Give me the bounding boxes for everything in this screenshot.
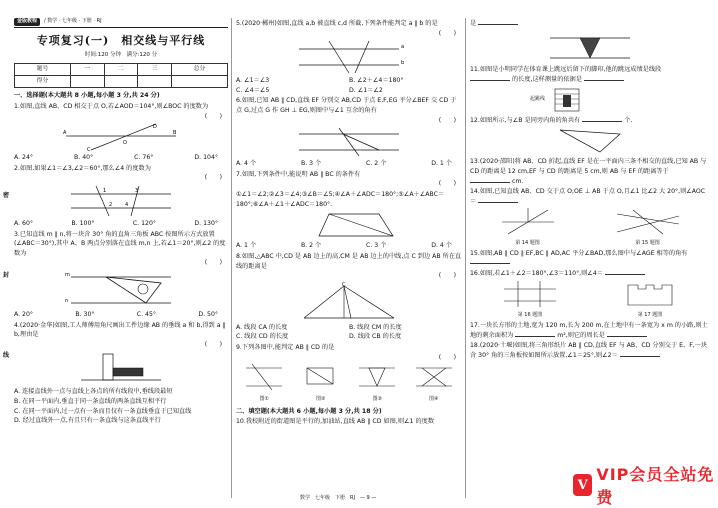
margin-char-feng: 封	[3, 272, 10, 279]
svg-text:O: O	[123, 140, 127, 147]
options-q1	[14, 153, 228, 163]
answer-blank[interactable]	[605, 269, 645, 275]
svg-text:4: 4	[125, 201, 129, 208]
figure-caption: 图④	[429, 395, 439, 402]
vip-watermark[interactable]	[573, 465, 715, 507]
option[interactable]: D. 130°	[194, 219, 218, 227]
question-text: cm.	[511, 177, 524, 185]
option[interactable]: A. 1 个	[236, 242, 257, 250]
svg-text:1: 1	[103, 187, 107, 194]
score-cell: 三	[138, 64, 172, 76]
answer-blank[interactable]	[584, 75, 624, 81]
option[interactable]: A. ∠1＝∠3	[236, 77, 270, 85]
question-text: m²,则它的周长是	[557, 331, 605, 339]
answer-paren: ( )	[438, 29, 456, 37]
question-text: 的长度,这样测量的依据是	[511, 76, 582, 84]
figure-q17	[620, 279, 680, 320]
question-7-conditions: ①∠1＝∠2;②∠3＝∠4;③∠B＝∠5;④∠A＋∠ADC＝180°;⑤∠A＋∠ABC＝180°;⑥∠A＋∠1＋∠ADC＝180°.	[236, 191, 445, 208]
series-pill: 金版教程	[14, 18, 40, 26]
option[interactable]: D. 50°	[198, 311, 218, 319]
svg-text:C: C	[342, 281, 346, 288]
figure-q3	[61, 269, 181, 309]
figures-q16-q17	[470, 279, 710, 320]
option[interactable]: B. 2 个	[300, 242, 322, 250]
figure-q9-4	[412, 362, 456, 403]
question-10-tail	[470, 19, 710, 29]
figure-q14	[498, 206, 558, 247]
answer-blank[interactable]	[582, 116, 622, 122]
answer-paren: ( )	[204, 174, 222, 182]
option[interactable]: D. 1 个	[431, 160, 452, 168]
score-cell: 二	[104, 64, 138, 76]
figures-q14-q15	[470, 206, 710, 247]
figure-q5	[289, 39, 409, 75]
question-1: 1.如图,直线 AB、CD 相交于点 O,若∠AOD＝104°,则∠BOC 的度数为	[14, 102, 209, 110]
options-q2	[14, 219, 228, 229]
answer-paren: ( )	[438, 353, 456, 361]
options-q8	[236, 323, 462, 342]
option[interactable]: D. 4 个	[431, 242, 452, 250]
question-3: 3.已知直线 m ∥ n,将一块含 30° 角的直角三角板 ABC 按图所示方式放置(∠ABC＝30°),其中 A、B 两点分别落在直线 m,n 上,若∠1＝20°,则∠2 的度数为	[14, 230, 226, 257]
question-2: 2.如图,如果∠1＝∠3,∠2＝60°,那么∠4 的度数为	[14, 164, 151, 172]
figure-q10	[530, 30, 650, 64]
column-2	[236, 18, 462, 427]
figure-caption: 第 14 题图	[515, 240, 540, 247]
question-10: 10.我校附近的街道图是平行的,加油站,直线 AB ∥ CD 如图,则∠1 的度数	[236, 418, 435, 426]
svg-text:b: b	[401, 60, 405, 67]
answer-paren: ( )	[204, 259, 222, 267]
option[interactable]: A. 连接直线外一点与直线上各点的所有线段中,垂线段最短	[14, 388, 173, 396]
question-4: 4.(2020·金华)如图,工人师傅用角尺画出工件边缘 AB 的垂线 a 和 b,得到 a ∥ b,理由是	[14, 321, 226, 339]
page-title: 专项复习(一) 相交线与平行线	[36, 33, 206, 47]
question-12	[470, 116, 710, 126]
question-18	[470, 341, 710, 360]
option[interactable]: D. ∠1＝∠2	[349, 86, 383, 94]
vip-watermark-text: VIP会员全站免费	[596, 465, 715, 507]
figure-q7	[289, 210, 409, 240]
question-11: 11.如图是小明同学在体育课上跳远后留下的脚印,他的跳远成绩是线段	[470, 65, 662, 73]
option[interactable]: A. 4 个	[236, 160, 257, 168]
question-text: 14.如图,已知直线 AB、CD 交于点 O,OE ⊥ AB 于点 O,且∠1 比∠2 大 20°,则∠AOC＝	[470, 188, 706, 205]
question-text: 13.(2020·邵阳)将 AB、CD 折起,直线 EF 是在一平面内三条不相交的直线,已知 AB 与 CD 的距离是 12 cm,EF 与 CD 的距离是 5 cm,则 AB 与 EF 的距离等于	[470, 158, 707, 176]
svg-text:a: a	[401, 44, 405, 51]
figure-caption: 第 17 题图	[637, 312, 663, 319]
score-table-row	[15, 64, 228, 76]
question-16	[470, 269, 710, 279]
vip-logo-icon: V	[573, 474, 592, 496]
time-score-line: 时间:120 分钟 满分:120 分	[84, 51, 158, 58]
question-13	[470, 157, 710, 186]
options-q7	[236, 241, 462, 251]
figure-q8	[289, 282, 409, 322]
option[interactable]: A. 24°	[14, 154, 34, 162]
figure-q6	[289, 126, 409, 158]
option[interactable]: B. 100°	[71, 219, 95, 227]
figure-caption: 第 15 题图	[635, 240, 660, 247]
option[interactable]: D. 线段 CB 的长度	[349, 333, 402, 341]
figure-caption: 图③	[372, 395, 382, 402]
figure-caption: 图①	[259, 395, 269, 402]
answer-blank[interactable]	[478, 197, 518, 203]
column-divider	[231, 18, 232, 498]
page-footer: 数学 七年级 下册 RJ — 9 —	[300, 495, 377, 501]
score-input-cell[interactable]	[104, 76, 138, 88]
score-cell: 题号	[15, 64, 71, 76]
score-cell: 一	[70, 64, 104, 76]
option[interactable]: C. 在同一平面内,过一点有一条而且仅有一条直线垂直于已知直线	[14, 407, 192, 415]
question-14	[470, 187, 710, 206]
figure-q15	[613, 206, 683, 247]
column-1	[14, 18, 228, 426]
question-17	[470, 321, 710, 340]
svg-text:D: D	[153, 124, 157, 131]
figure-label: 起跳线	[530, 95, 546, 102]
option[interactable]: C. 线段 CD 的长度	[236, 333, 289, 341]
option[interactable]: C. 3 个	[366, 242, 387, 250]
figure-q9-2	[299, 362, 343, 403]
question-text: 15.如图,AB ∥ CD ∥ EF,BC ∥ AD,AC 平分∠BAD,那么图中与∠AGE 相等的角有	[470, 249, 688, 257]
options-q3	[14, 310, 228, 320]
option[interactable]: C. 76°	[134, 154, 154, 162]
series-header	[14, 18, 228, 28]
answer-blank[interactable]	[470, 177, 510, 183]
option[interactable]: A. 20°	[14, 311, 34, 319]
margin-char-xian: 线	[3, 352, 10, 359]
column-divider	[465, 18, 466, 498]
figure-q9-3	[355, 362, 399, 403]
answer-paren: ( )	[438, 116, 456, 124]
question-5: 5.(2020·郴州)如图,直线 a,b 被直线 c,d 所截,下列条件能判定 a ∥ b 的是	[236, 20, 438, 27]
svg-text:C: C	[87, 147, 91, 153]
question-15	[470, 249, 710, 268]
option[interactable]: A. 线段 CA 的长度	[236, 323, 288, 331]
question-7: 7.如图,下列条件中,能说明 AB ∥ BC 的条件有	[236, 170, 361, 178]
options-q4	[14, 387, 228, 425]
options-q5	[236, 76, 462, 95]
option[interactable]: B. 30°	[75, 311, 95, 319]
figure-caption: 第 16 题图	[517, 312, 543, 319]
question-text: 个.	[624, 116, 633, 124]
option[interactable]: B. 线段 CM 的长度	[349, 323, 402, 331]
option[interactable]: C. 45°	[136, 311, 157, 319]
score-input-cell[interactable]	[70, 76, 104, 88]
score-cell: 总分	[172, 64, 228, 76]
answer-blank[interactable]	[478, 19, 518, 25]
section-heading: 一、选择题(本大题共 8 小题,每小题 3 分,共 24 分)	[14, 92, 160, 100]
svg-text:n: n	[65, 298, 69, 305]
margin-char-mi: 密	[3, 192, 10, 199]
question-6: 6.如图,已知 AB ∥ CD,直线 EF 分别交 AB,CD 于点 E,F,EG 平分∠BEF 交 CD 于点 G,过点 G 作 GH ⊥ EG,则图中与∠1 互余的角有	[236, 97, 457, 115]
answer-paren: ( )	[204, 340, 222, 348]
answer-blank[interactable]	[620, 351, 660, 357]
score-table-row	[15, 76, 228, 88]
svg-text:B: B	[173, 130, 177, 137]
question-text: 18.(2020·十堰)如图,将三角形纸片 AB ∥ CD,直线 EF 与 AB、CD 分别交于 E、F,一块含 30° 角的三角板按如图所示放置,∠1＝25°,则∠2＝	[470, 342, 708, 359]
option[interactable]: C. ∠4＝∠5	[236, 86, 270, 94]
option[interactable]: C. 120°	[132, 219, 157, 227]
column-3	[470, 18, 710, 360]
figures-q9	[236, 362, 462, 403]
figure-q11	[470, 85, 710, 115]
question-8: 8.如图,△ABC 中,CD 是 AB 边上的高,CM 是 AB 边上的中线,点 C 到边 AB 所在直线的距离是	[236, 252, 462, 270]
score-input-cell[interactable]	[138, 76, 172, 88]
score-table	[14, 63, 228, 88]
answer-paren: ( )	[204, 112, 222, 120]
question-text: 16.如图,若∠1＋∠2＝180°,∠3＝110°,则∠4＝	[470, 270, 603, 278]
score-cell: 得分	[15, 76, 71, 88]
option[interactable]: D. 104°	[194, 154, 218, 162]
option[interactable]: D. 经过直线外一点,有且只有一条直线与这条直线平行	[14, 417, 161, 425]
option[interactable]: B. 在同一平面内,垂直于同一条直线的两条直线互相平行	[14, 398, 167, 406]
svg-text:A: A	[63, 130, 67, 137]
figure-q9-1	[242, 362, 286, 403]
figure-q1	[61, 122, 181, 152]
figure-q4	[61, 350, 181, 386]
figure-q2	[61, 184, 181, 218]
answer-paren: ( )	[438, 180, 456, 188]
options-q6	[236, 159, 462, 169]
figure-q16	[500, 279, 560, 320]
question-text: 12.如图所示,与∠B 是同旁内角的角共有	[470, 116, 581, 124]
option[interactable]: C. 2 个	[366, 160, 387, 168]
question-text: 17.一块长方形的土地,宽为 120 m,长为 200 m,在土地中有一条宽为 x m 的小路,则土地的剩余面积为	[470, 322, 708, 339]
figure-q12	[530, 126, 650, 156]
answer-blank[interactable]	[470, 75, 510, 81]
answer-blank[interactable]	[607, 331, 647, 337]
question-text: 是	[470, 20, 477, 27]
option[interactable]: B. 40°	[74, 154, 94, 162]
answer-blank[interactable]	[470, 258, 510, 264]
question-9: 9.下列各图中,能判定 AB ∥ CD 的是	[236, 343, 335, 351]
svg-text:3: 3	[135, 187, 139, 194]
answer-blank[interactable]	[515, 331, 555, 337]
figure-caption: 图②	[316, 395, 326, 402]
answer-paren: ( )	[438, 272, 456, 280]
question-11-tail	[470, 75, 710, 85]
option[interactable]: B. ∠2＋∠4＝180°	[349, 77, 404, 85]
score-input-cell[interactable]	[172, 76, 228, 88]
svg-text:m: m	[65, 272, 70, 279]
option[interactable]: B. 3 个	[300, 160, 322, 168]
series-text: / 数学 · 七年级 · 下册 · RJ	[44, 18, 102, 24]
section-heading: 二、填空题(本大题共 6 小题,每小题 3 分,共 18 分)	[236, 407, 382, 415]
option[interactable]: A. 60°	[14, 219, 34, 227]
binding-margin	[2, 60, 12, 460]
svg-text:2: 2	[109, 201, 113, 208]
